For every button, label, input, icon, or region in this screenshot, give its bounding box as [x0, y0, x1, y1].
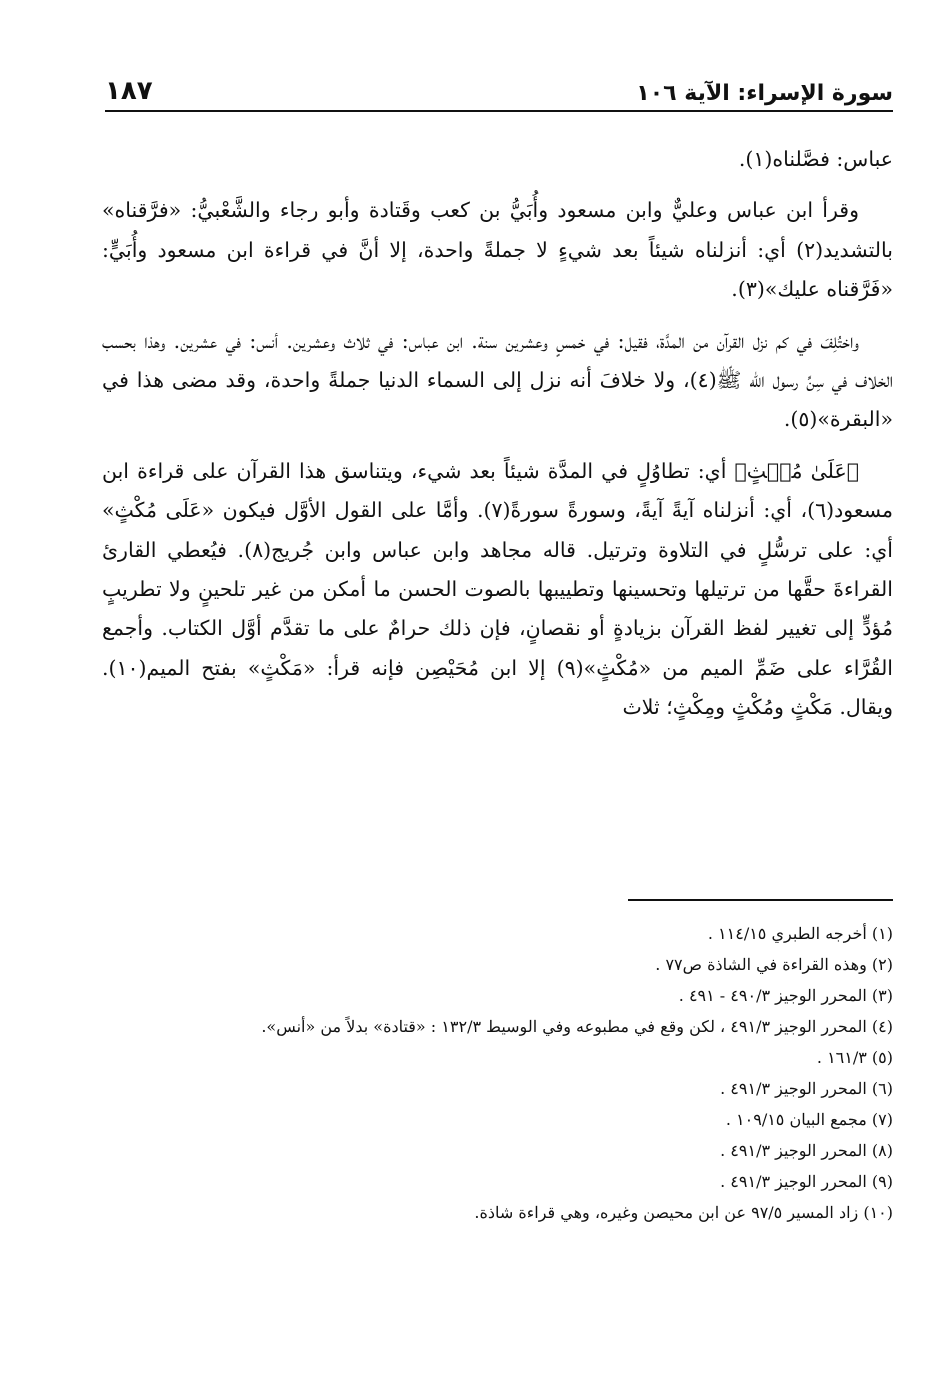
- footnote: (٦) المحرر الوجيز ٤٩١/٣ .: [720, 1079, 893, 1098]
- footnote-separator: [628, 899, 893, 901]
- footnote: (٨) المحرر الوجيز ٤٩١/٣ .: [720, 1141, 893, 1160]
- paragraph: وقرأ ابن عباس وعليٌّ وابن مسعود وأُبَيُّ بن كعب وقَتادة وأبو رجاء والشَّعْبيُّ: «فرَّقناه» بالتشديد(٢) أي: أنزلناه شيئاً بعد شيءٍ لا جملةً واحدة، إلا أنَّ في قراءة ابن مسعود وأُبَيٍّ: «فَرَّقناه عليك»(٣).: [102, 198, 893, 302]
- paragraph: واختُلِفَ في كم نزل القرآن من المدَّة، فقيل: في خمسٍ وعشرين سنة. ابن عباس: في ثلاث وعشرين. أنس: في عشرين. وهذا بحسب الخلاف في سِنِّ رسول الله ﷺ(٤)، ولا خلافَ أنه نزل إلى السماء الدنيا جملةً واحدة، وقد مضى هذا في «البقرة»(٥).: [102, 328, 893, 432]
- footnote: (٥) ١٦١/٣ .: [816, 1048, 893, 1067]
- footnote: (٢) وهذه القراءة في الشاذة ص٧٧ .: [655, 955, 893, 974]
- main-text: [102, 140, 893, 728]
- footnote: (١٠) زاد المسير ٩٧/٥ عن ابن محيصن وغيره، وهي قراءة شاذة.: [474, 1203, 893, 1222]
- page-number: ١٨٧: [105, 76, 153, 106]
- paragraph: عباس: فصَّلناه(١).: [738, 147, 893, 171]
- footnote: (٤) المحرر الوجيز ٤٩١/٣ ، لكن وقع في مطبوعه وفي الوسيط ١٣٢/٣ : «قتادة» بدلاً من «أنس».: [261, 1017, 893, 1036]
- footnote: (١) أخرجه الطبري ١١٤/١٥ .: [707, 924, 893, 943]
- footnote: (٩) المحرر الوجيز ٤٩١/٣ .: [720, 1172, 893, 1191]
- footnote: (٣) المحرر الوجيز ٤٩٠/٣ - ٤٩١ .: [678, 986, 893, 1005]
- footnotes: [102, 918, 893, 1228]
- footnote: (٧) مجمع البيان ١٠٩/١٥ .: [725, 1110, 893, 1129]
- running-header: [105, 58, 893, 112]
- header-title: سورة الإسراء: الآية ١٠٦: [636, 81, 893, 106]
- paragraph: ﴿عَلَىٰ مُكۡثٍ﴾ أي: تطاوُلٍ في المدَّة شيئاً بعد شيء، ويتناسق هذا القرآن على قراءة ابن مسعود(٦)، أي: أنزلناه آيةً آيةً، وسورةً سورةً(٧). وأمَّا على القول الأوَّل فيكون «عَلَى مُكْثٍ» أي: على ترسُّلٍ في التلاوة وترتيل. قاله مجاهد وابن عباس وابن جُريج(٨). فيُعطي القارئ القراءةَ حقَّها من ترتيلها وتحسينها وتطييبها بالصوت الحسن ما أمكن من غير تلحينٍ ولا تطريبٍ مُؤدٍّ إلى تغيير لفظ القرآن بزيادةٍ أو نقصانٍ، فإن ذلك حرامٌ على ما تقدَّم أوَّل الكتاب. وأجمع القُرَّاء على ضَمِّ الميم من «مُكْثٍ»(٩) إلا ابن مُحَيْصِن فإنه قرأ: «مَكْثٍ» بفتح الميم(١٠). ويقال. مَكْثٍ ومُكْثٍ ومِكْثٍ؛ ثلاث: [102, 458, 894, 720]
